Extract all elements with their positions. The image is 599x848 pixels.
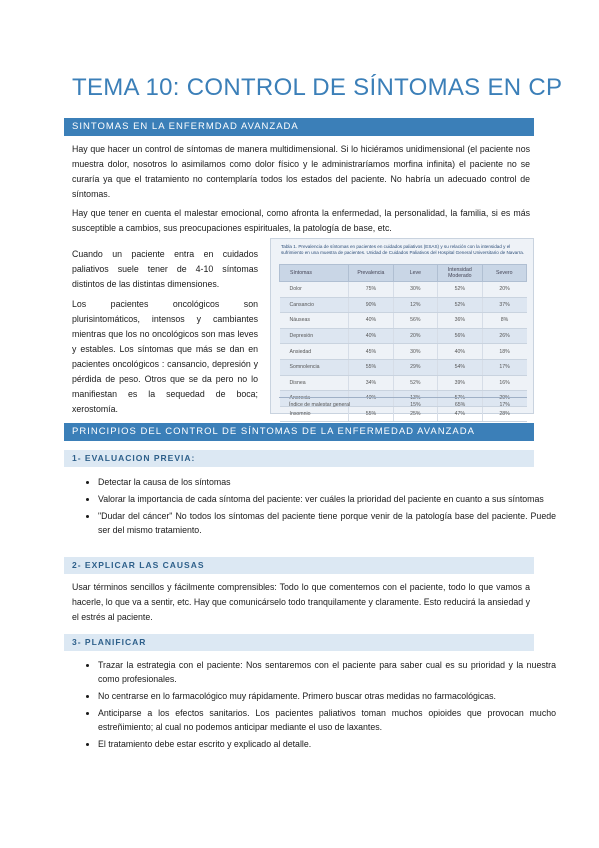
- table-row: Depresión 40% 20% 56% 26%: [280, 328, 527, 344]
- paragraph-cuidados-paliativos: Cuando un paciente entra en cuidados paliativos suele tener de 4-10 síntomas distintos de las distintas dimensiones.: [72, 249, 258, 289]
- table-header-row: [280, 265, 527, 282]
- list-item: • Anticiparse a los efectos sanitarios. Los pacientes paliativos toman muchos opioides que provocan mucho estreñimiento; al cual no podemos anticipar mediante el uso de laxantes.: [98, 706, 556, 734]
- list-item: • Trazar la estrategia con el paciente: Nos sentaremos con el paciente para saber cual es su prioridad y la nuestra como profesionales.: [98, 658, 556, 686]
- subheading-planificar: 3- PLANIFICAR: [64, 634, 534, 651]
- table-row: Dolor 75% 30% 52% 20%: [280, 282, 527, 298]
- paragraph-oncologicos: Los pacientes oncológicos son plurisintomáticos, intensos y cambiantes mientras que los no oncológicos son mas leves y estables. Los síntomas que más se dan en pacientes oncológicos : cansancio, depresión y pérdida de peso. Otros que se da pero no lo manifiestan es la sequedad de boca; xerostomía.: [72, 299, 258, 414]
- list-item: • Detectar la causa de los síntomas: [98, 475, 556, 489]
- table-row: Somnolencia 55% 29% 54% 17%: [280, 359, 527, 375]
- list-item: • Valorar la importancia de cada síntoma del paciente: ver cuáles la prioridad del paciente en cuanto a sus síntomas: [98, 492, 556, 506]
- evaluacion-list: [72, 475, 556, 540]
- table-row: Insomnio 55% 25% 47% 28%: [280, 406, 527, 422]
- subheading-explicar: 2- EXPLICAR LAS CAUSAS: [64, 557, 534, 574]
- total-leve: 15%: [410, 401, 421, 408]
- table-row: Disnea 34% 52% 39% 16%: [280, 375, 527, 391]
- subheading-evaluacion: 1- EVALUACION PREVIA:: [64, 450, 534, 467]
- paragraph-explicar: Usar términos sencillos y fácilmente comprensibles: Todo lo que comentemos con el paciente, todo lo que vamos a hacerle, lo que va a sentir, etc. Hay que comunicárselo todo tranquilamente y claramente. Esto reducirá la ansiedad y el estrés al paciente.: [72, 582, 530, 622]
- page-title: TEMA 10: CONTROL DE SÍNTOMAS EN CP: [72, 74, 563, 101]
- table-row: Cansancio 90% 12% 52% 37%: [280, 297, 527, 313]
- planificar-list: [72, 658, 556, 754]
- symptom-prevalence-table-figure: [270, 238, 534, 418]
- col-header-prevalencia: Prevalencia: [349, 265, 393, 282]
- col-header-leve: Leve: [393, 265, 437, 282]
- list-item: • "Dudar del cáncer" No todos los síntomas del paciente tiene porque venir de la patología base del paciente. Puede ser del mismo tratamiento.: [98, 509, 556, 537]
- list-item: • No centrarse en lo farmacológico muy rápidamente. Primero buscar otras medidas no farmacológicas.: [98, 689, 556, 703]
- table-row: Ansiedad 45% 30% 40% 18%: [280, 344, 527, 360]
- col-group-intensidad: Intensidad: [447, 267, 472, 273]
- table-row: Anorexia 40% 13% 57% 29%: [280, 391, 527, 407]
- table-row: Náuseas 40% 56% 36% 8%: [280, 313, 527, 329]
- table-total-row: [279, 397, 527, 411]
- paragraph-malestar: Hay que tener en cuenta el malestar emocional, como afronta la enfermedad, la personalidad, la familia, si es más susceptible a cambios, sus preocupaciones espirituales, la patología de base, etc.: [72, 208, 530, 233]
- paragraph-multidimensional: Hay que hacer un control de síntomas de manera multidimensional. Si lo hiciéramos unidimensional (el paciente nos muestra dolor, nosotros lo asimilamos como dolor físico y le administraríamos morfina infinita) el paciente no se curaría ya que el tratamiento no contemplaría todos los estados del paciente. No habría un adecuado control de síntomas.: [72, 144, 530, 199]
- col-header-severo: Severo: [482, 265, 526, 282]
- table-caption: Tabla 1. Prevalencia de síntomas en pacientes en cuidados paliativos (ESAS) y su relación con la intensidad y el sufrimiento en una muestra de pacientes. Unidad de Cuidados Paliativos del Hospital General Universitario de Navarra.: [281, 244, 525, 255]
- total-moderado: 65%: [454, 401, 466, 408]
- list-item: • El tratamiento debe estar escrito y explicado al detalle.: [98, 737, 556, 751]
- col-header-moderado: Intensidad Moderado: [438, 265, 482, 282]
- section-heading-principios: PRINCIPIOS DEL CONTROL DE SÍNTOMAS DE LA ENFERMEDAD AVANZADA: [64, 423, 534, 441]
- col-header-sintomas: Síntomas: [280, 265, 349, 282]
- total-label: Índice de malestar general: [289, 401, 351, 408]
- section-heading-sintomas: SINTOMAS EN LA ENFERMDAD AVANZADA: [64, 118, 534, 136]
- total-severo: 17%: [499, 401, 510, 408]
